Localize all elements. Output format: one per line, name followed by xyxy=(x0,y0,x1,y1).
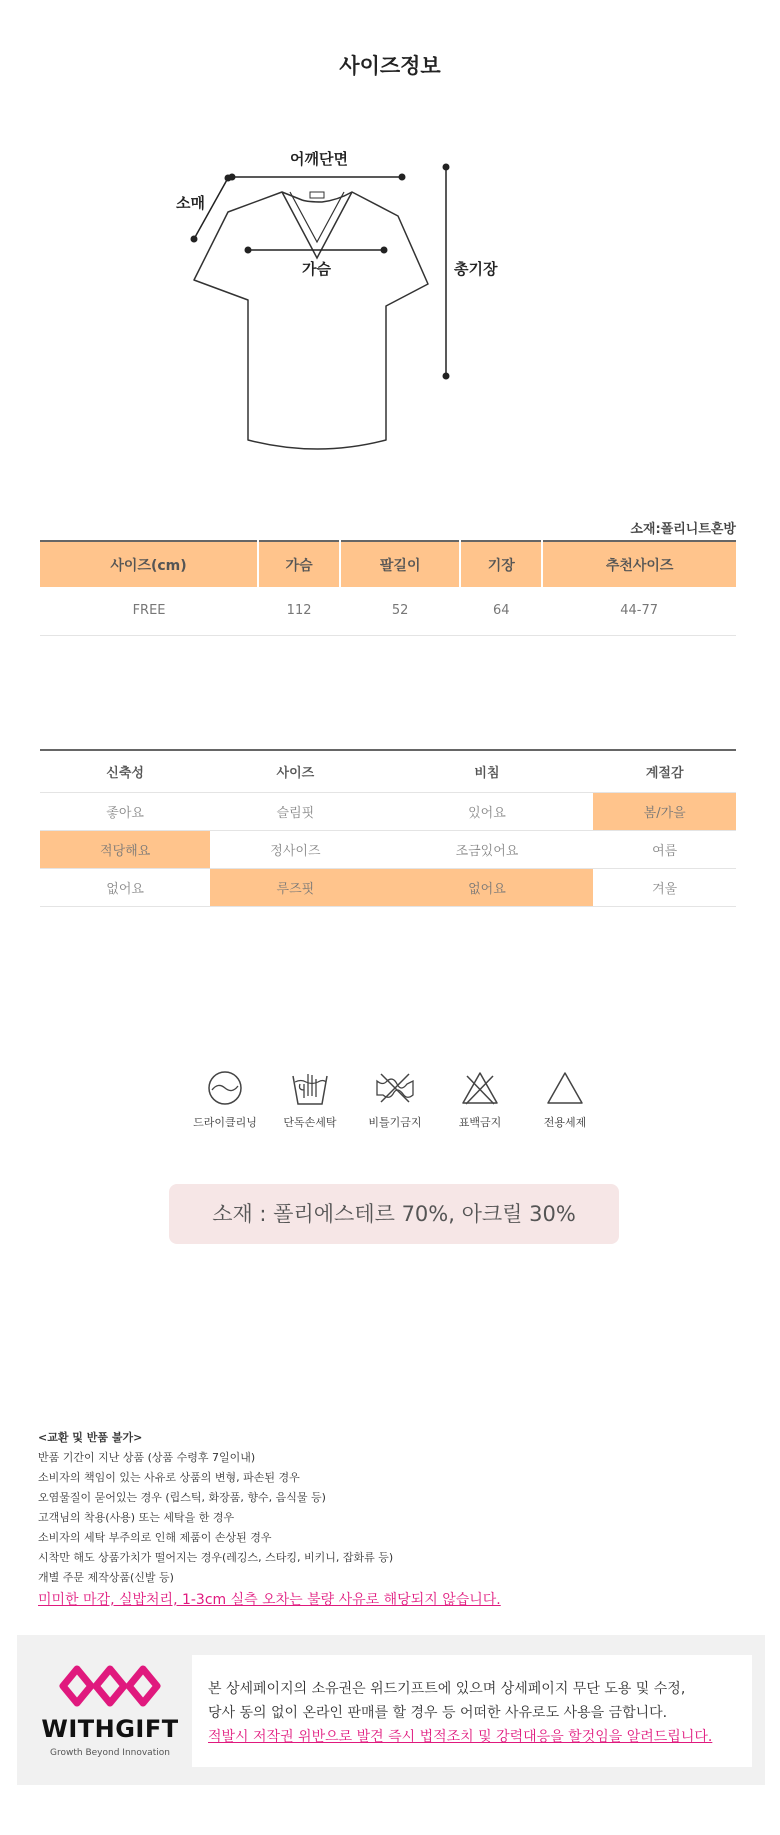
withgift-logo xyxy=(35,1665,185,1765)
size-cell: 64 xyxy=(460,587,542,635)
notice-line: 반품 기간이 지난 상품 (상품 수령후 7일이내) xyxy=(38,1451,256,1464)
feature-cell: 정사이즈 xyxy=(210,830,380,868)
size-header-cell: 추천사이즈 xyxy=(542,541,736,587)
care-label: 전용세제 xyxy=(543,1116,587,1129)
notice-line: 소비자의 세탁 부주의로 인해 제품이 손상된 경우 xyxy=(38,1531,272,1544)
length-label: 총기장 xyxy=(454,260,498,278)
care-label: 비틀기금지 xyxy=(368,1116,422,1129)
notice-line: 소비자의 책임이 있는 사유로 상품의 변형, 파손된 경우 xyxy=(38,1471,300,1484)
feature-cell: 겨울 xyxy=(593,868,736,906)
table-row xyxy=(40,587,736,635)
fabric-composition: 소재 : 폴리에스테르 70%, 아크릴 30% xyxy=(169,1184,619,1244)
care-label: 표백금지 xyxy=(458,1116,502,1129)
notice-line: 오염물질이 묻어있는 경우 (립스틱, 화장품, 향수, 음식물 등) xyxy=(38,1491,326,1504)
feature-cell: 있어요 xyxy=(381,792,594,830)
brand-name: WITHGIFT xyxy=(41,1715,179,1743)
withgift-rings-icon xyxy=(35,1665,185,1713)
size-table-header xyxy=(40,541,736,587)
tshirt-illustration xyxy=(190,140,590,460)
feature-header-cell: 비침 xyxy=(381,750,594,792)
feature-cell: 좋아요 xyxy=(40,792,210,830)
table-row xyxy=(40,868,736,906)
care-label: 드라이클리닝 xyxy=(193,1116,257,1129)
size-cell: 52 xyxy=(340,587,460,635)
feature-cell: 여름 xyxy=(593,830,736,868)
chest-label: 가슴 xyxy=(302,260,331,278)
care-instructions xyxy=(180,1070,610,1140)
feature-cell: 조금있어요 xyxy=(381,830,594,868)
feature-cell: 슬림핏 xyxy=(210,792,380,830)
page-title: 사이즈정보 xyxy=(339,54,441,78)
table-row xyxy=(40,830,736,868)
sleeve-label: 소매 xyxy=(176,194,205,212)
size-header-cell: 가슴 xyxy=(258,541,340,587)
notice-warning: 미미한 마감, 실밥처리, 1-3cm 실측 오차는 불량 사유로 해당되지 않습니다. xyxy=(38,1592,501,1608)
dry-cleaning-icon xyxy=(205,1070,245,1106)
care-item-hand-wash xyxy=(265,1070,355,1130)
no-wring-icon xyxy=(373,1070,417,1106)
notice-line: 고객님의 착용(사용) 또는 세탁을 한 경우 xyxy=(38,1511,235,1524)
hand-wash-icon xyxy=(290,1070,330,1106)
care-item-no-wring xyxy=(350,1070,440,1130)
feature-table xyxy=(40,749,736,907)
copyright-line: 당사 동의 없이 온라인 판매를 할 경우 등 어떠한 사유로도 사용을 금합니다. xyxy=(208,1705,668,1721)
feature-header-cell: 신축성 xyxy=(40,750,210,792)
feature-cell: 적당해요 xyxy=(40,830,210,868)
size-header-cell: 팔길이 xyxy=(340,541,460,587)
size-cell: 112 xyxy=(258,587,340,635)
feature-header-cell: 사이즈 xyxy=(210,750,380,792)
copyright-line: 본 상세페이지의 소유권은 위드기프트에 있으며 상세페이지 무단 도용 및 수정, xyxy=(208,1681,686,1697)
feature-cell: 없어요 xyxy=(40,868,210,906)
material-note: 소재:폴리니트혼방 xyxy=(630,522,736,537)
size-cell: FREE xyxy=(40,587,258,635)
size-table xyxy=(40,540,736,636)
return-notice xyxy=(38,1428,738,1612)
size-header-cell: 기장 xyxy=(460,541,542,587)
feature-table-header xyxy=(40,750,736,792)
care-label: 단독손세탁 xyxy=(283,1116,337,1129)
feature-cell: 없어요 xyxy=(381,868,594,906)
care-item-dry-cleaning xyxy=(180,1070,270,1130)
brand-tagline: Growth Beyond Innovation xyxy=(50,1748,170,1758)
size-diagram xyxy=(176,140,590,460)
care-item-no-bleach xyxy=(435,1070,525,1130)
notice-line: 개별 주문 제작상품(신발 등) xyxy=(38,1571,174,1584)
size-cell: 44-77 xyxy=(542,587,736,635)
feature-cell: 루즈핏 xyxy=(210,868,380,906)
notice-title: <교환 및 반품 불가> xyxy=(38,1431,143,1444)
table-row xyxy=(40,792,736,830)
detergent-icon xyxy=(545,1070,585,1106)
copyright-warning: 적발시 저작권 위반으로 발견 즉시 법적조치 및 강력대응을 할것임을 알려드립니다. xyxy=(208,1729,713,1745)
copyright-notice xyxy=(192,1655,752,1767)
size-header-cell: 사이즈(cm) xyxy=(40,541,258,587)
feature-header-cell: 계절감 xyxy=(593,750,736,792)
notice-line: 시착만 해도 상품가치가 떨어지는 경우(레깅스, 스타킹, 비키니, 잡화류 등) xyxy=(38,1551,394,1564)
feature-cell: 봄/가을 xyxy=(593,792,736,830)
copyright-footer xyxy=(17,1635,765,1785)
no-bleach-icon xyxy=(460,1070,500,1106)
care-item-detergent xyxy=(520,1070,610,1130)
shoulder-label: 어깨단면 xyxy=(290,150,348,168)
